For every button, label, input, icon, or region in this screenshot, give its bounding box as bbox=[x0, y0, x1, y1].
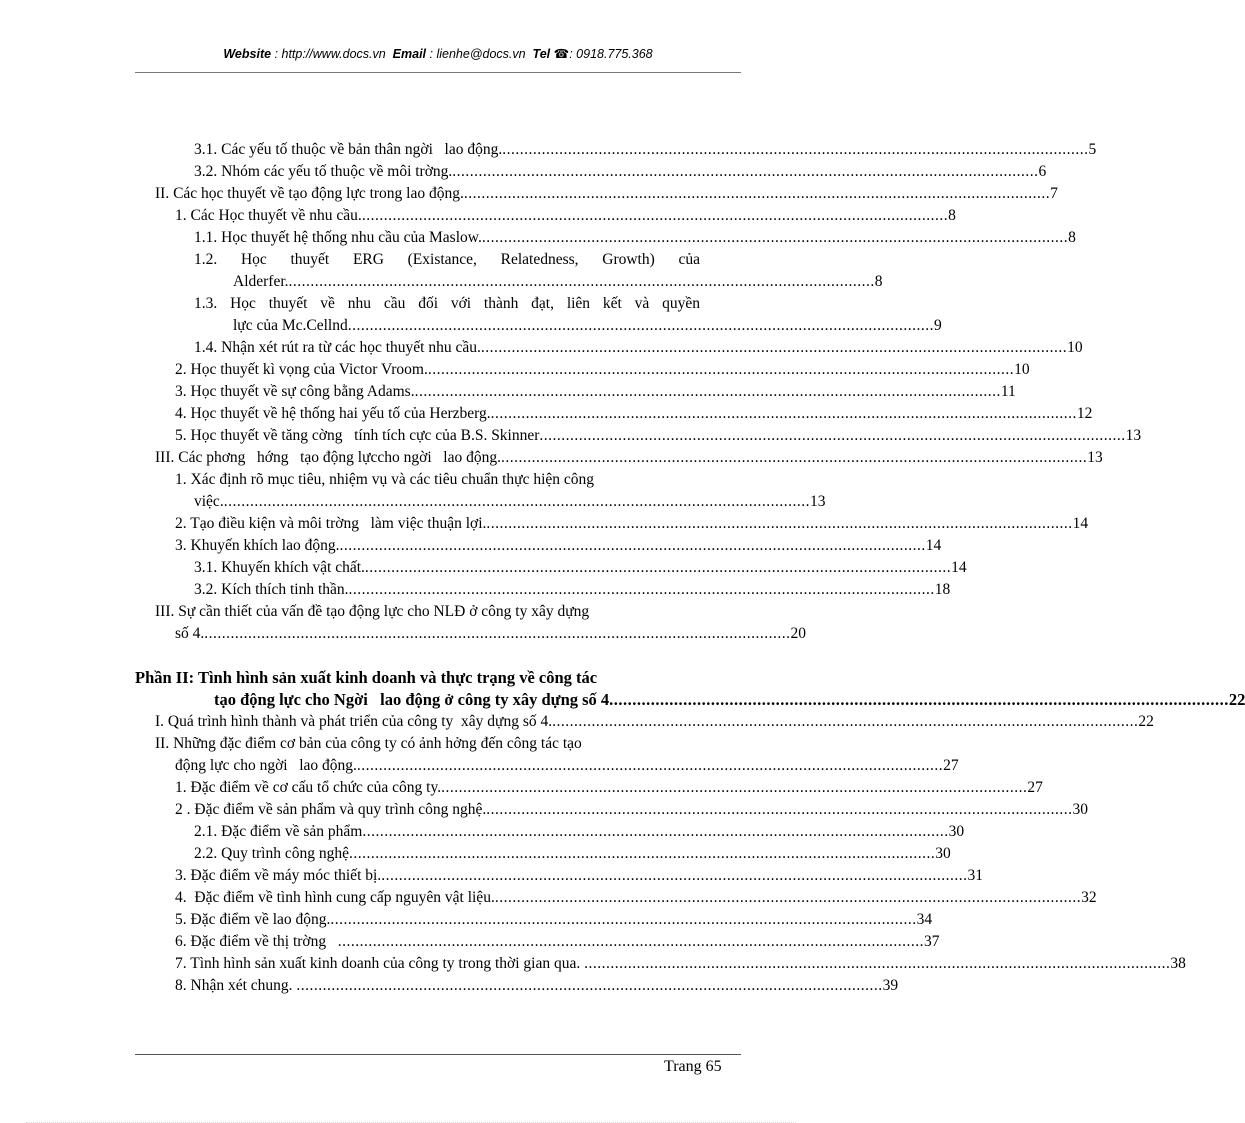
page-header bbox=[135, 46, 741, 61]
tel-label: Tel bbox=[532, 47, 551, 61]
section-heading: tạo động lực cho Ngời lao động ở công ty xây dựng số 4 ...................................................................................................................................... 22 bbox=[214, 690, 1245, 709]
footer-page-number: 65 bbox=[705, 1058, 722, 1075]
header-divider bbox=[135, 72, 741, 73]
toc-entry: 3.1. Các yếu tố thuộc về bản thân ngời lao động. ...................................................................................................................................... 5 bbox=[194, 141, 1097, 158]
email-label: Email bbox=[392, 47, 427, 61]
toc-entry: 1.3. Học thuyết về nhu cầu đối với thành đạt, liên kết và quyền bbox=[194, 295, 700, 312]
toc-entry: II. Những đặc điểm cơ bản của công ty có ảnh hởng đến công tác tạo bbox=[155, 735, 582, 752]
toc-entry: II. Các học thuyết về tạo động lực trong lao động. ...................................................................................................................................... 7 bbox=[155, 185, 1058, 202]
page-footer bbox=[664, 1058, 722, 1076]
toc-entry: việc. ...................................................................................................................................... 13 bbox=[194, 493, 826, 510]
toc-entry: 2 . Đặc điểm về sản phẩm và quy trình công nghệ. ...................................................................................................................................... 30 bbox=[175, 801, 1088, 818]
footer-page-label: Trang bbox=[664, 1058, 702, 1075]
section-heading: Phần II: Tình hình sản xuất kinh doanh và thực trạng về công tác bbox=[135, 668, 598, 687]
toc-entry: 4. Đặc điểm về tình hình cung cấp nguyên vật liệu. ...................................................................................................................................... 32 bbox=[175, 889, 1097, 906]
toc-entry: III. Sự cần thiết của vấn đề tạo động lực cho NLĐ ở công ty xây dựng bbox=[155, 603, 590, 620]
toc-entry: lực của Mc.Cellnd ...................................................................................................................................... 9 bbox=[233, 317, 942, 334]
toc-entry: 3. Đặc điểm về máy móc thiết bị. ...................................................................................................................................... 31 bbox=[175, 867, 983, 884]
toc-entry: động lực cho ngời lao động. ...................................................................................................................................... 27 bbox=[175, 757, 959, 774]
toc-entry: 3. Học thuyết về sự công bằng Adams. ...................................................................................................................................... 11 bbox=[175, 383, 1016, 400]
toc-entry: 5. Học thuyết về tăng cờng tính tích cực của B.S. Skinner ...................................................................................................................................... 13 bbox=[175, 427, 1142, 444]
website-label: Website bbox=[223, 47, 272, 61]
toc-entry: 8. Nhận xét chung. ...................................................................................................................................... 39 bbox=[175, 977, 899, 994]
toc-entry: 1. Xác định rõ mục tiêu, nhiệm vụ và các tiêu chuẩn thực hiện công bbox=[175, 471, 595, 488]
email-value: : lienhe@docs.vn bbox=[429, 47, 526, 61]
toc-entry: 6. Đặc điểm về thị trờng ...................................................................................................................................... 37 bbox=[175, 933, 940, 950]
toc-entry: 5. Đặc điểm về lao động. ...................................................................................................................................... 34 bbox=[175, 911, 933, 928]
toc-entry: 1.2. Học thuyết ERG (Existance, Relatedness, Growth) của bbox=[194, 251, 700, 268]
toc-entry: số 4. ...................................................................................................................................... 20 bbox=[175, 625, 807, 642]
toc-entry: 1. Các Học thuyết về nhu cầu. ...................................................................................................................................... 8 bbox=[175, 207, 956, 224]
toc-entry: 1.1. Học thuyết hệ thống nhu cầu của Maslow. ...................................................................................................................................... 8 bbox=[194, 229, 1076, 246]
toc-entry: 2. Tạo điều kiện và môi trờng làm việc thuận lợi. ...................................................................................................................................... 14 bbox=[175, 515, 1089, 532]
toc-entry: 3.2. Kích thích tinh thần. ...................................................................................................................................... 18 bbox=[194, 581, 951, 598]
website-value: : http://www.docs.vn bbox=[274, 47, 386, 61]
toc-entry: 4. Học thuyết về hệ thống hai yếu tố của Herzberg. ...................................................................................................................................... 12 bbox=[175, 405, 1093, 422]
toc-entry: 3. Khuyến khích lao động. ...................................................................................................................................... 14 bbox=[175, 537, 942, 554]
toc-entry: 1.4. Nhận xét rút ra từ các học thuyết nhu cầu. ...................................................................................................................................... 10 bbox=[194, 339, 1083, 356]
toc-entry: Alderfer. ...................................................................................................................................... 8 bbox=[233, 273, 883, 290]
tel-value: : 0918.775.368 bbox=[569, 47, 653, 61]
toc-entry: 2.2. Quy trình công nghệ ...................................................................................................................................... 30 bbox=[194, 845, 951, 862]
toc-entry: 7. Tình hình sản xuất kinh doanh của công ty trong thời gian qua. ...................................................................................................................................... 38 bbox=[175, 955, 1186, 972]
toc-entry: 1. Đặc điểm về cơ cấu tổ chức của công ty. ...................................................................................................................................... 27 bbox=[175, 779, 1043, 796]
phone-icon: ☎ bbox=[553, 47, 570, 61]
toc-entry: 2.1. Đặc điểm về sản phẩm ...................................................................................................................................... 30 bbox=[194, 823, 965, 840]
toc-entry: I. Quá trình hình thành và phát triển của công ty xây dựng số 4. ...................................................................................................................................... 22 bbox=[155, 713, 1154, 730]
toc-entry: III. Các phơng hớng tạo động lựccho ngời lao động. ...................................................................................................................................... 13 bbox=[155, 449, 1103, 466]
toc-entry: 2. Học thuyết kì vọng của Victor Vroom. ...................................................................................................................................... 10 bbox=[175, 361, 1030, 378]
toc-entry: 3.2. Nhóm các yếu tố thuộc về môi trờng. ...................................................................................................................................... 6 bbox=[194, 163, 1047, 180]
toc-entry: 3.1. Khuyến khích vật chất. ...................................................................................................................................... 14 bbox=[194, 559, 967, 576]
footer-divider bbox=[135, 1054, 741, 1055]
